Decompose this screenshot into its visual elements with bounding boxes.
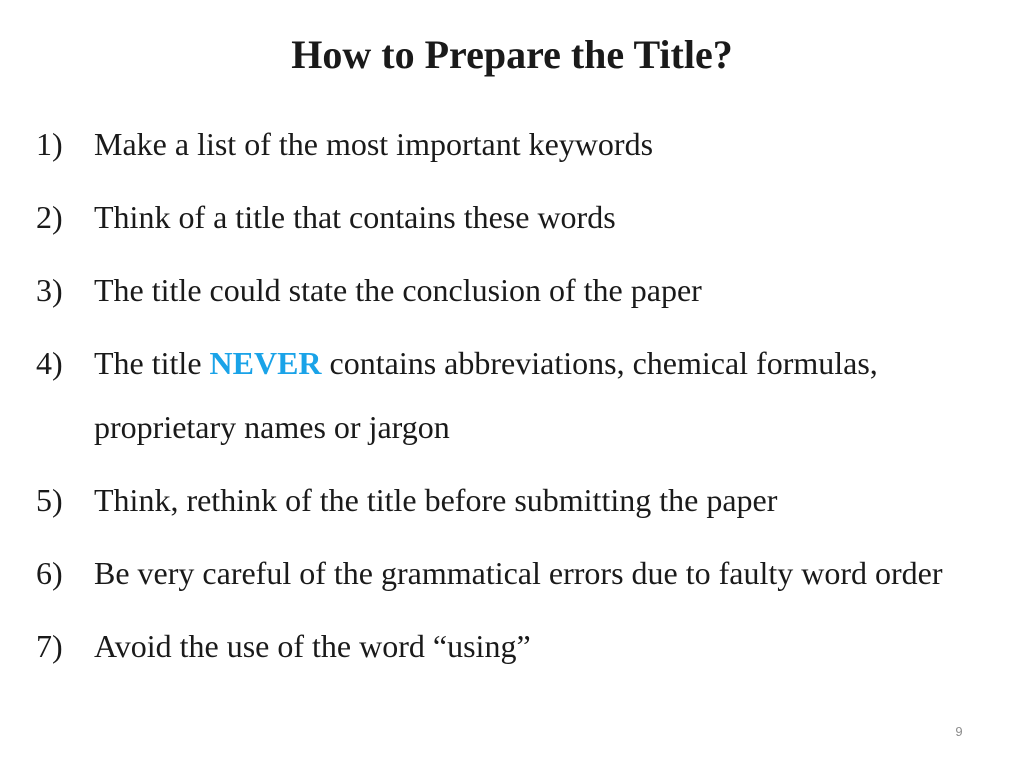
list-item [36,541,996,605]
item-number: 3) [36,272,63,308]
item-number: 7) [36,628,63,664]
item-text: Avoid the use of the word “using” [94,628,531,664]
item-number: 5) [36,482,63,518]
item-number: 2) [36,199,63,235]
list-item [36,258,996,322]
list-item [36,468,996,532]
item-number: 4) [36,345,63,381]
item-text: Make a list of the most important keywords [94,126,654,162]
list-item [36,614,996,678]
item-number: 6) [36,555,63,591]
item-text: The title could state the conclusion of the paper [94,272,702,308]
item-list [36,112,996,687]
item-text: Be very careful of the grammatical errors due to faulty word order [94,555,943,591]
page-number: 9 [955,724,963,739]
item-text-before: The title [94,345,210,381]
slide-title: How to Prepare the Title? [291,32,733,77]
emphasis-word: NEVER [209,345,322,381]
item-text-after: contains abbreviations, chemical formulas, proprietary names or jargon [94,345,878,445]
item-number: 1) [36,126,63,162]
item-text: Think, rethink of the title before submitting the paper [94,482,778,518]
list-item [36,112,996,176]
item-text: Think of a title that contains these words [94,199,616,235]
list-item [36,185,996,249]
list-item [36,331,996,459]
